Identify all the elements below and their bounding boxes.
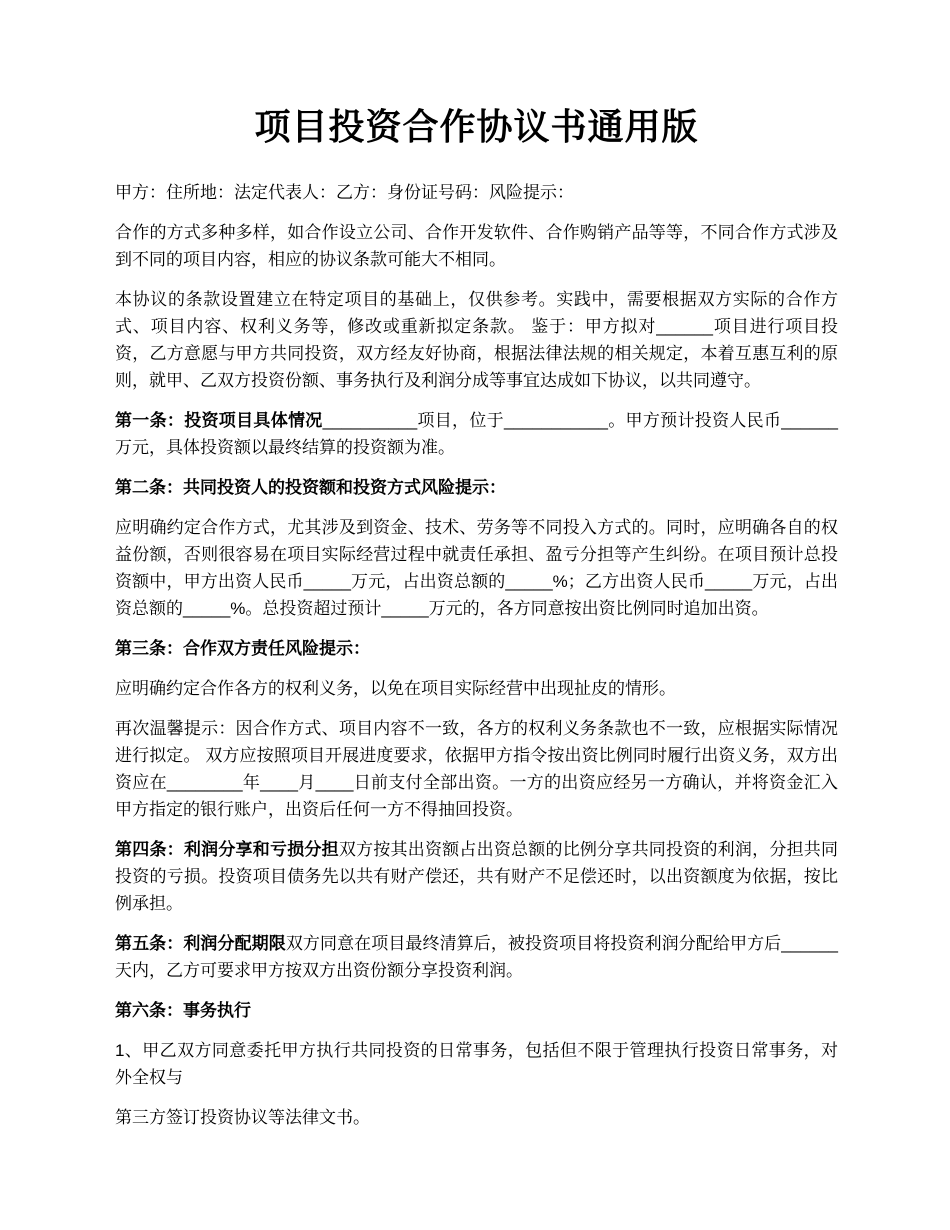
document-title: 项目投资合作协议书通用版	[254, 106, 699, 147]
clause-heading-text: 第四条：利润分享和亏损分担	[115, 840, 339, 859]
paragraph	[115, 286, 838, 394]
paragraph-text: 1、甲乙双方同意委托甲方执行共同投资的日常事务，包括但不限于管理执行投资日常事务，对外全权与	[115, 1041, 838, 1087]
paragraph	[115, 1037, 838, 1091]
paragraph-text: 本协议的条款设置建立在特定项目的基础上，仅供参考。实践中，需要根据双方实际的合作方式、项目内容、权利义务等，修改或重新拟定条款。 鉴于：甲方拟对______项目进行项目投资，乙方意愿与甲方共同投资，双方经友好协商，根据法律法规的相关规定，本着互惠互利的原则，就甲、乙双方投资份额、事务执行及利润分成等事宜达成如下协议，以共同遵守。	[115, 290, 838, 390]
paragraph	[115, 474, 838, 501]
paragraph	[115, 219, 838, 273]
clause-heading-text: 第六条：事务执行	[115, 1001, 251, 1020]
clause-heading-text: 第一条：投资项目具体情况	[115, 411, 323, 430]
clause-heading-text: 第五条：利润分配期限	[115, 934, 286, 953]
paragraph-text: 双方按其出资额占出资总额的比例分享共同投资的利润，分担共同投资的亏损。投资项目债务先以共有财产偿还，共有财产不足偿还时，以出资额度为依据，按比例承担。	[115, 840, 839, 913]
paragraph-text: 应明确约定合作各方的权利义务，以免在项目实际经营中出现扯皮的情形。	[115, 679, 676, 698]
paragraph	[115, 635, 838, 662]
paragraph	[115, 407, 838, 461]
paragraph	[115, 715, 838, 823]
paragraph-text: 双方同意在项目最终清算后，被投资项目将投资利润分配给甲方后______天内，乙方可要求甲方按双方出资份额分享投资利润。	[115, 934, 838, 980]
paragraph	[115, 836, 838, 917]
paragraph-text: 甲方：住所地：法定代表人：乙方：身份证号码：风险提示：	[115, 183, 574, 202]
document-body	[115, 179, 838, 1131]
paragraph-text: 再次温馨提示：因合作方式、项目内容不一致，各方的权利义务条款也不一致，应根据实际情况进行拟定。 双方应按照项目开展进度要求，依据甲方指令按出资比例同时履行出资义务，双方出资应在________年____月____日前支付全部出资。一方的出资应经另一方确认，并将资金汇入甲方指定的银行账户，出资后任何一方不得抽回投资。	[115, 719, 838, 819]
paragraph-text: 第三方签订投资协议等法律文书。	[115, 1108, 370, 1127]
paragraph	[115, 514, 838, 622]
paragraph-text: 应明确约定合作方式，尤其涉及到资金、技术、劳务等不同投入方式的。同时，应明确各自的权益份额，否则很容易在项目实际经营过程中就责任承担、盈亏分担等产生纠纷。在项目预计总投资额中，甲方出资人民币_____万元，占出资总额的_____%；乙方出资人民币_____万元，占出资总额的_____%。总投资超过预计_____万元的，各方同意按出资比例同时追加出资。	[115, 518, 838, 618]
clause-heading-text: 第二条：共同投资人的投资额和投资方式风险提示：	[115, 478, 506, 497]
paragraph	[115, 1104, 838, 1131]
paragraph	[115, 675, 838, 702]
paragraph-text: __________项目，位于___________。甲方预计投资人民币______万元，具体投资额以最终结算的投资额为准。	[115, 411, 838, 457]
clause-heading-text: 第三条：合作双方责任风险提示：	[115, 639, 370, 658]
paragraph	[115, 179, 838, 206]
paragraph-text: 合作的方式多种多样，如合作设立公司、合作开发软件、合作购销产品等等，不同合作方式涉及到不同的项目内容，相应的协议条款可能大不相同。	[115, 223, 838, 269]
paragraph	[115, 997, 838, 1024]
paragraph	[115, 930, 838, 984]
